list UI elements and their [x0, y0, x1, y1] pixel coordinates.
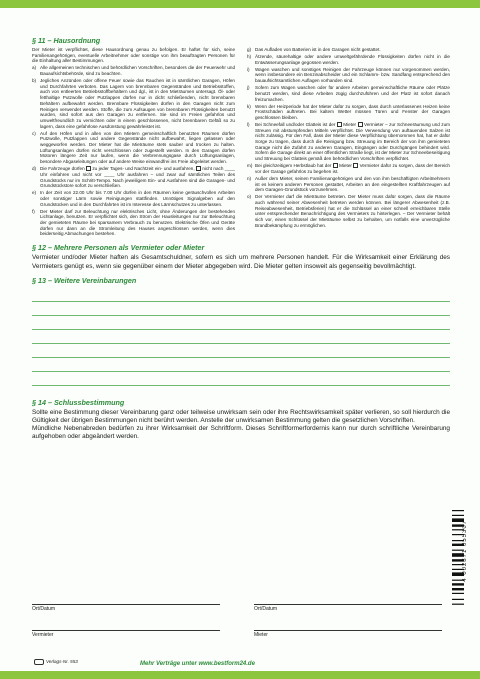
option-checkbox[interactable]: [358, 122, 363, 127]
additional-agreements-lines: [32, 288, 450, 386]
clause-text: Ätzende, säurehaltige oder andere umweltgefährdende Flüssigkeiten dürfen nicht in die Entwässerungsanlage gegossen werden.: [255, 54, 450, 65]
clause-text: Die Fahrzeuge dürfen zu jeder Tages- und Nachtzeit ein- und ausfahren, nicht nach ____ Uhr einfahren und nicht vor ____ Uhr ausfahren – und zwar auf sämtlichen Teilen des Grundstücks nur im Schritt-Tempo. Nach jeweiligem Ein- und Ausfahren sind die Garagen- und Grundstückstore sofort zu verschließen.: [40, 166, 235, 189]
top-accent-bar: [0, 0, 480, 8]
bottom-accent-bar: [0, 671, 480, 679]
agreement-line[interactable]: [32, 316, 450, 330]
clause-text: Bei gleichzeitigem Herbstlaub hat der Mieter Vermieter dafür zu sorgen, dass der Bereich vor der Garage gefahrlos zu begehen ist.: [255, 163, 450, 174]
clause-text: Wagen waschen und sonstiges Reinigen der Fahrzeuge können nur vorgenommen werden, wenn insbesondere ein Benzinabscheider und ein Schlamm- bzw. Sandfang entsprechend den bauaufsichtsamtlichen Auflagen vorhanden sind.: [255, 66, 450, 84]
clause-label: o): [247, 194, 252, 200]
clause-label: g): [247, 47, 252, 52]
section-11-title: § 11 – Hausordnung: [32, 36, 101, 45]
option-checkbox[interactable]: [196, 166, 201, 171]
clause-label: h): [247, 54, 252, 59]
publisher-info: [34, 659, 78, 665]
clause-right-0: [247, 47, 450, 53]
clause-text: Sofern zum Wagen waschen oder für andere Arbeiten gemeinschaftliche Räume oder Plätze benutzt werden, sind diese Arbeiten zügig durchzuführen und der Platz ist sofort danach freizumachen.: [255, 85, 450, 102]
clause-left-2: [32, 131, 235, 165]
clause-right-7: [247, 176, 450, 193]
clause-text: Außer dem Mieter, seinen Familienangehörigen und den von ihm beschäftigten Arbeitnehmern ist es keinem anderen Personen gestattet, Arbeiten an den eingestellten Kraftfahrzeugen auf dem Garagen-Grundstück vorzunehmen.: [255, 175, 450, 193]
clause-label: d): [32, 166, 37, 172]
clause-label: i): [247, 66, 250, 72]
publisher-logo-icon: [34, 659, 44, 665]
clause-text: Jegliches Anzünden oder offene Feuer sowie das Rauchen ist in sämtlichen Garagen, Höfen und Durchfahrten verboten. Das Lagern von brennbaren Gegenständen und Betriebsstoffen, auch von entleerten Betriebsstoffbehältern und dgl., ist in den Mieträumen untersagt. Öl- oder fetthaltige Putzwolle oder Putzlappen dürfen nur in dicht schließenden, nicht brennbaren Behältern aufbewahrt werden. Brennbare Flüssigkeiten dürfen in den Garagen nicht zum Reinigen verwendet werden. Stoffe, die zum Aufsaugen von brennbaren Flüssigkeiten benutzt wurden, sind sofort aus den Garagen zu entfernen. Sie sind im Freien gefahrlos und umweltfreundlich zu vernichten oder in einem geschlossenen, nicht brennbaren Gefäß so zu lagern, dass eine gefahrlose Ausdünstung gewährleistet ist.: [40, 78, 235, 129]
clause-right-4: [247, 104, 450, 121]
agreement-line[interactable]: [32, 330, 450, 344]
clause-label: b): [32, 78, 37, 83]
place-date-field-right[interactable]: Ort/Datum: [254, 604, 442, 612]
clause-right-1: [247, 54, 450, 65]
clause-left-5: [32, 209, 235, 238]
agreement-line[interactable]: [32, 302, 450, 316]
clause-right-3: [247, 85, 450, 102]
tenant-signature-field[interactable]: Mieter: [254, 630, 442, 638]
clause-text: Wenn der Heizperiode hat der Mieter dafür zu sorgen, dass durch unterlassenes Heizen keine Frostschäden auftreten. Bei kaltem Wetter müssen Türen und Fenster der Garagen geschlossen bleiben.: [255, 103, 450, 120]
clause-label: m): [247, 163, 253, 169]
clause-label: k): [247, 103, 251, 109]
clause-left-1: [32, 78, 235, 129]
clause-left-3: [32, 166, 235, 189]
clause-text: Auf den Höfen und in allen von den Mietern gemeinschaftlich benutzten Räumen dürfen Putzwolle, Putzlappen und andere Gegenstände nicht aufbewahrt, liegen gelassen oder weggeworfen werden. Der Mieter hat die Mieträume stets sauber und trocken zu halten. Lüftungsanlagen dürfen nicht verschlossen oder zugestellt werden. In den Garagen dürfen Motoren längere Zeit nur laufen, wenn die Verbrennungsgase durch Lüftungsanlagen, besondere Abgaseleitungen oder auf andere Weise einwandfrei ins Freie abgeleitet werden.: [40, 130, 235, 165]
clause-text: Der Vermieter darf die Mieträume betreten. Der Mieter muss dafür sorgen, dass die Räume auch während seiner Abwesenheit betreten werden können. Bei längerer Abwesenheit (z.B. Reiseabwesenheit, Betriebsferien) hat er die Schlüssel an einer schnell erreichbaren Stelle unter entsprechender Benachrichtigung des Vermieters zu hinterlegen. – Der Vermieter behält sich vor, einen Schlüssel der Mieträume selbst zu behalten, um notfalls eine unverzügliche Brandbekämpfung zu ermöglichen.: [255, 194, 450, 228]
section-13-title: § 13 – Weitere Vereinbarungen: [32, 275, 137, 285]
section-14-paragraph-2: Mündliche Nebenabreden bedürfen zu ihrer Wirksamkeit der Schriftform. Dieses Schriftformerfordernis kann nur durch schriftliche Vereinbarung aufgehoben oder abgeändert werden.: [32, 425, 450, 441]
barcode-number: 4 002871 055307: [462, 520, 468, 582]
clause-label: f): [32, 208, 35, 214]
option-checkbox[interactable]: [333, 163, 338, 168]
clause-right-6: [247, 163, 450, 174]
clause-text: Alle allgemeinen technischen und behördlichen Vorschriften, besonders die der Feuerwehr und Bauaufsichtsbehörde, sind zu beachten.: [40, 65, 235, 76]
clause-text: Das Aufladen von Batterien ist in den Garagen nicht gestattet.: [255, 47, 381, 52]
clause-label: n): [247, 175, 252, 181]
agreement-line[interactable]: [32, 372, 450, 386]
section-11-right-column: [247, 47, 450, 238]
clause-right-2: [247, 67, 450, 84]
clause-label: j): [247, 85, 250, 91]
agreement-line[interactable]: [32, 344, 450, 358]
clause-label: c): [32, 130, 36, 136]
section-12-text: Vermieter und/oder Mieter haften als Gesamtschuldner, sofern es sich um mehrere Personen handelt. Für die Wirksamkeit einer Erklärung des Vermieters genügt es, wenn sie gegenüber einem der Mieter abgegeben wird. Die Mieter gelten insoweit als gegenseitig bevollmächtigt.: [32, 254, 450, 270]
clause-left-4: [32, 190, 235, 207]
option-checkbox[interactable]: [353, 163, 358, 168]
clause-text: Bei Schneefall und/oder Glatteis ist der Mieter Vermieter – zur Schneeräumung und zum Streuen mit abstumpfenden Mitteln verpflichtet. Die Verwendung von auftauenden Salzen ist nicht zulässig. Für den Fall, dass der Mieter diese Verpflichtung übernommen hat, hat er dafür Sorge zu tragen, dass durch die Reinigung bzw. Streuung im Bereich der von ihm gemieteten Garage nicht die Zufahrt zu anderen Garagen, Eingängen oder Durchgängen behindert wird. Sofern die Garage direkt an einer öffentlichen Straße liegt, ist der Mieter zur Schneebeseitigung und Streuung bei Glatteis gemäß den behördlichen Vorschriften verpflichtet.: [255, 121, 450, 162]
option-checkbox[interactable]: [86, 166, 91, 171]
publisher-number: Verlags-Nr. 553: [46, 659, 78, 665]
place-date-field-left[interactable]: Ort/Datum: [32, 604, 220, 612]
agreement-line[interactable]: [32, 288, 450, 302]
clause-label: a): [32, 65, 37, 71]
agreement-line[interactable]: [32, 358, 450, 372]
clause-left-0: [32, 65, 235, 76]
document-content: [32, 36, 450, 442]
section-14-title: § 14 – Schlussbestimmung: [32, 397, 125, 407]
section-11-left-column: [32, 47, 235, 238]
clause-right-8: [247, 194, 450, 228]
clause-text: Der Mieter darf zur Beleuchtung nur elektrisches Licht, ohne Änderungen der bestehenden Lichtanlage, benutzen. Er verpflichtet sich, den Strom der Hausleitungen nur zur Beleuchtung der gemieteten Räume bei sparsamem Verbrauch zu benutzen. Elektrische Öfen und Geräte dürfen nur dann an die Stromleitung des Hauses angeschlossen werden, wenn dies beiderseitig Abmachungen bestehen.: [40, 208, 235, 237]
option-checkbox[interactable]: [337, 122, 342, 127]
clause-label: l): [247, 121, 250, 127]
clause-label: e): [32, 190, 37, 196]
clause-text: In der Zeit von 22.00 Uhr bis 7.00 Uhr dürfen in den Räumen keine geräuschvollen Arbeiten oder sonstiger Lärm sowie Reinigungen stattfinden. Unnötiges Signalgeben auf den Grundstücken und in den Durchfahrten ist im Interesse des Lärmschutzes zu unterlassen.: [40, 190, 235, 207]
section-11-intro: Der Mieter ist verpflichtet, diese Hausordnung genau zu befolgen. Er haftet für sich, seine Familienangehörigen, eventuelle Arbeitnehmer oder sonstige von ihm beauftragten Personen für die Einhaltung aller Bestimmungen.: [32, 47, 235, 64]
section-12-title: § 12 – Mehrere Personen als Vermieter oder Mieter: [32, 243, 205, 253]
clause-right-5: [247, 122, 450, 162]
landlord-signature-field[interactable]: Vermieter: [32, 630, 220, 638]
section-14-paragraph-1: Sollte eine Bestimmung dieser Vereinbarung ganz oder teilweise unwirksam sein oder ihre Rechtswirksamkeit später verlieren, so soll hierdurch die Gültigkeit der übrigen Bestimmungen nicht berührt werden. Anstelle der unwirksamen Bestimmung gelten die gesetzlichen Vorschriften.: [32, 408, 450, 425]
footer-slogan: Mehr Verträge unter www.bestform24.de: [140, 661, 255, 667]
